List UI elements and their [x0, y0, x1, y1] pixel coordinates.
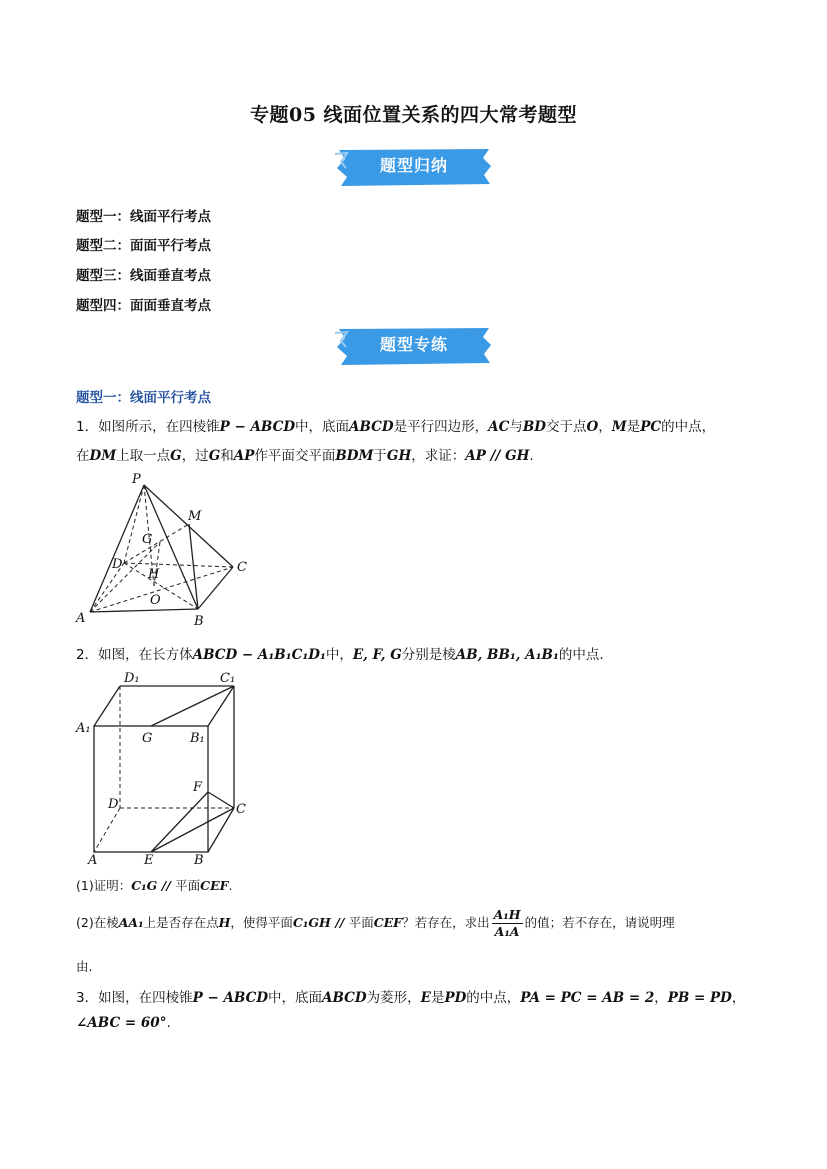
q3-math: ABCD	[322, 990, 367, 1006]
q2-math: CEF	[373, 915, 403, 930]
q2-math: C₁G //	[131, 878, 176, 893]
q2-text: 的值；若不存在，请说明理	[524, 915, 675, 930]
q2-math: AB, BB₁, A₁B₁	[455, 647, 559, 663]
q2-text: ，使得平面	[230, 915, 293, 930]
q1-text: 和	[220, 448, 234, 464]
q3-text: .	[166, 1015, 171, 1031]
q2-math: AA₁	[118, 915, 144, 930]
q1-text: ，	[598, 419, 612, 435]
q2-text: 分别是棱	[401, 647, 456, 663]
fraction-denominator: A₁A	[494, 924, 520, 939]
q2-part-1	[76, 876, 233, 894]
q2-text: (1)证明：	[76, 878, 132, 893]
label-d: D	[108, 797, 119, 812]
label-d: D	[112, 557, 123, 572]
q3-text: 为菱形，	[366, 990, 421, 1006]
q1-text: 上取一点	[116, 448, 171, 464]
q2-math: ABCD − A₁B₁C₁D₁	[192, 647, 326, 663]
label-o: O	[150, 593, 161, 608]
q2-math: C₁GH //	[292, 915, 349, 930]
q3-text: ，	[731, 990, 746, 1006]
page-title: 专题05 线面位置关系的四大常考题型	[249, 104, 578, 126]
banner-practice-label: 题型专练	[379, 335, 448, 354]
q2-math: E, F, G	[352, 647, 402, 663]
banner-summary	[333, 146, 495, 190]
label-a: A	[76, 611, 86, 626]
q2-line-1	[76, 643, 604, 663]
q3-math: PA = PC = AB = 2	[520, 990, 655, 1006]
q3-text: 的中点，	[466, 990, 521, 1006]
label-a1: A₁	[76, 721, 91, 736]
q1-math: DM	[89, 448, 117, 464]
q1-line-1	[76, 415, 715, 435]
q1-text: .	[529, 448, 534, 464]
q2-part-2	[76, 907, 675, 940]
q1-math: ABCD	[349, 419, 394, 435]
q2-math: CEF	[200, 878, 229, 893]
q1-math: G	[170, 448, 182, 464]
q2-text: 平面	[175, 878, 201, 893]
toc-item-3: 题型三：线面垂直考点	[76, 268, 211, 284]
q2-text: 上是否存在点	[143, 915, 219, 930]
toc-item-2: 题型二：面面平行考点	[76, 238, 211, 254]
q1-math: PC	[640, 419, 662, 435]
q1-text: 与	[509, 419, 523, 435]
q1-math: G	[208, 448, 221, 464]
q3-math: P − ABCD	[192, 990, 269, 1006]
q1-line-2	[76, 444, 534, 464]
banner-practice	[333, 325, 495, 369]
q3-text: 是	[430, 990, 445, 1006]
section-heading-1: 题型一：线面平行考点	[76, 390, 211, 406]
label-b: B	[194, 853, 204, 868]
label-m: M	[188, 509, 202, 524]
label-c1: C₁	[220, 671, 236, 686]
figure-cuboid	[74, 668, 264, 868]
label-e: E	[144, 853, 154, 868]
q2-text: (2)在棱	[76, 915, 119, 930]
q2-part-2-cont: 由.	[76, 959, 93, 974]
label-b: B	[194, 614, 204, 629]
q2-math: H	[218, 915, 231, 930]
q1-text: 在	[76, 448, 90, 464]
fraction	[492, 907, 523, 940]
q2-text: 2．如图，在长方体	[76, 647, 193, 663]
q2-text: .	[228, 878, 233, 893]
q1-math: M	[611, 419, 627, 435]
q3-math: PD	[444, 990, 467, 1006]
q1-math: P − ABCD	[219, 419, 296, 435]
toc-item-4: 题型四：面面垂直考点	[76, 298, 211, 314]
q3-math: E	[420, 990, 431, 1006]
q2-text: 的中点.	[558, 647, 604, 663]
toc-item-1: 题型一：线面平行考点	[76, 209, 211, 225]
q3-line-2	[76, 1015, 171, 1031]
q1-text: 作平面交平面	[254, 448, 336, 464]
q1-text: 1．如图所示，在四棱锥	[76, 419, 220, 435]
q2-text: 平面	[348, 915, 374, 930]
q1-math: AC	[488, 419, 510, 435]
label-c: C	[236, 802, 246, 817]
q1-math: AP	[233, 448, 255, 464]
q1-text: ，求证：	[411, 448, 466, 464]
q1-math: GH	[386, 448, 412, 464]
q3-math: PB = PD	[667, 990, 732, 1006]
q3-math: ∠ABC = 60°	[76, 1015, 167, 1031]
q3-text: ，	[654, 990, 668, 1006]
label-c: C	[237, 560, 247, 575]
q1-text: 是	[626, 419, 641, 435]
label-b1: B₁	[190, 731, 205, 746]
q1-math: AP // GH	[465, 448, 530, 464]
label-g: G	[142, 731, 153, 746]
label-g: G	[142, 532, 153, 547]
q3-line-1	[76, 986, 745, 1006]
q1-text: 中，底面	[295, 419, 350, 435]
label-p: P	[132, 472, 141, 487]
q1-math: BDM	[335, 448, 374, 464]
label-d1: D₁	[124, 671, 140, 686]
label-a: A	[88, 853, 98, 868]
banner-summary-label: 题型归纳	[379, 156, 448, 175]
q1-text: 是平行四边形，	[393, 419, 489, 435]
q1-text: 于	[373, 448, 387, 464]
q2-text: 中，	[325, 647, 353, 663]
q1-text: 交于点	[546, 419, 587, 435]
figure-pyramid	[70, 470, 270, 635]
q1-math: O	[586, 419, 599, 435]
label-f: F	[193, 780, 203, 795]
q3-text: 3．如图，在四棱锥	[76, 990, 193, 1006]
q3-text: 中，底面	[268, 990, 323, 1006]
q1-text: ，过	[181, 448, 209, 464]
label-h: H	[148, 567, 160, 582]
fraction-numerator: A₁H	[493, 907, 521, 922]
q1-text: 的中点，	[661, 419, 716, 435]
q1-math: BD	[522, 419, 546, 435]
q2-text: ？若存在，求出	[402, 915, 490, 930]
